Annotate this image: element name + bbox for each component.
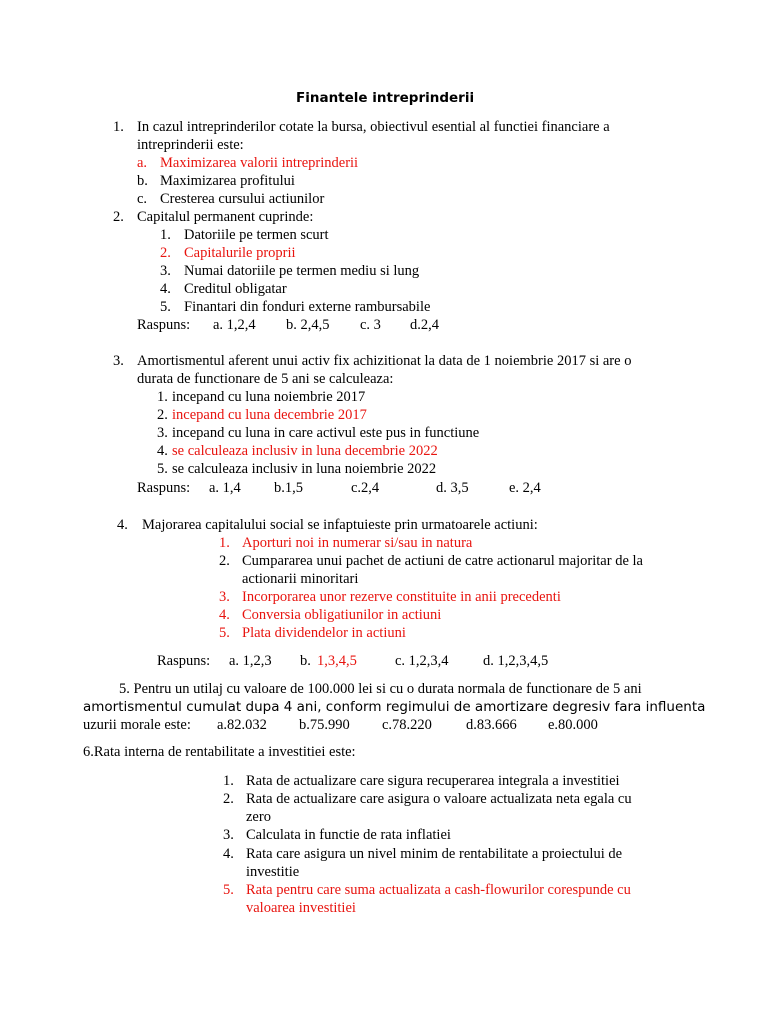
q2-option-3: Numai datoriile pe termen mediu si lung <box>184 263 420 279</box>
page-title: Finantele intreprinderii <box>296 90 475 106</box>
q6-option-3: Calculata in functie de rata inflatiei <box>246 827 451 843</box>
q1-option-c-marker: c. <box>137 191 148 207</box>
q5-answer-b: b.75.990 <box>299 717 350 733</box>
q4-answer-b-marker: b. <box>300 653 311 669</box>
q2-option-5-marker: 5. <box>160 299 171 315</box>
q1-option-b-marker: b. <box>137 173 148 189</box>
q4-answer-label: Raspuns: <box>157 653 211 669</box>
q2-answer-c: c. 3 <box>360 317 381 333</box>
q3-option-1-marker: 1. <box>157 389 168 405</box>
q4-answer-b: 1,3,4,5 <box>317 653 357 669</box>
q6-option-2: Rata de actualizare care asigura o valoare actualizata neta egala cu <box>246 791 632 807</box>
q2-option-2: Capitalurile proprii <box>184 245 296 261</box>
q4-option-2-cont: actionarii minoritari <box>242 571 359 587</box>
q4-answer-c: c. 1,2,3,4 <box>395 653 449 669</box>
q3-option-4: se calculeaza inclusiv in luna decembrie 2022 <box>172 443 438 459</box>
q6-option-5: Rata pentru care suma actualizata a cash-flowurilor corespunde cu <box>246 882 631 898</box>
q4-option-1: Aporturi noi in numerar si/sau in natura <box>242 535 473 551</box>
q6-option-3-marker: 3. <box>223 827 234 843</box>
q5-text-line2: amortismentul cumulat dupa 4 ani, conform regimului de amortizare degresiv fara influenta <box>83 699 706 715</box>
q2-option-2-marker: 2. <box>160 245 171 261</box>
q4-option-3-marker: 3. <box>219 589 230 605</box>
q2-option-4-marker: 4. <box>160 281 171 297</box>
q2-option-1-marker: 1. <box>160 227 171 243</box>
q2-option-5: Finantari din fonduri externe rambursabile <box>184 299 431 315</box>
q2-answer-d: d.2,4 <box>410 317 439 333</box>
q3-number: 3. <box>113 353 124 369</box>
q1-option-a: Maximizarea valorii intreprinderii <box>160 155 359 171</box>
q4-option-2-marker: 2. <box>219 553 230 569</box>
q3-option-5-marker: 5. <box>157 461 168 477</box>
q4-option-2: Cumpararea unui pachet de actiuni de catre actionarul majoritar de la <box>242 553 643 569</box>
q4-option-4-marker: 4. <box>219 607 230 623</box>
q1-option-c: Cresterea cursului actiunilor <box>160 191 325 207</box>
q4-option-5-marker: 5. <box>219 625 230 641</box>
q3-text-line2: durata de functionare de 5 ani se calculeaza: <box>137 371 394 387</box>
q3-answer-c: c.2,4 <box>351 480 380 496</box>
q4-option-3: Incorporarea unor rezerve constituite in anii precedenti <box>242 589 561 605</box>
q6-option-4: Rata care asigura un nivel minim de rentabilitate a proiectului de <box>246 846 623 862</box>
q3-option-3-marker: 3. <box>157 425 168 441</box>
q4-option-4: Conversia obligatiunilor in actiuni <box>242 607 442 623</box>
q1-option-b: Maximizarea profitului <box>160 173 295 189</box>
q2-answer-b: b. 2,4,5 <box>286 317 330 333</box>
q3-answer-e: e. 2,4 <box>509 480 541 496</box>
q6-option-2-cont: zero <box>246 809 271 825</box>
q1-number: 1. <box>113 119 124 135</box>
q4-text: Majorarea capitalului social se infaptuieste prin urmatoarele actiuni: <box>142 517 538 533</box>
q1-option-a-marker: a. <box>137 155 148 171</box>
q1-text-line1: In cazul intreprinderilor cotate la bursa, obiectivul esential al functiei financiare a <box>137 119 610 135</box>
q4-answer-d: d. 1,2,3,4,5 <box>483 653 549 669</box>
q6-option-5-marker: 5. <box>223 882 234 898</box>
q3-option-2-marker: 2. <box>157 407 168 423</box>
q3-answer-label: Raspuns: <box>137 480 191 496</box>
q6-option-4-marker: 4. <box>223 846 234 862</box>
q5-text-line3: uzurii morale este: <box>83 717 191 733</box>
q6-option-5-cont: valoarea investitiei <box>246 900 356 916</box>
q1-text-line2: intreprinderii este: <box>137 137 244 153</box>
q5-answer-a: a.82.032 <box>217 717 267 733</box>
q3-option-3: incepand cu luna in care activul este pus in functiune <box>172 425 480 441</box>
q4-option-1-marker: 1. <box>219 535 230 551</box>
q5-answer-c: c.78.220 <box>382 717 432 733</box>
q2-option-1: Datoriile pe termen scurt <box>184 227 329 243</box>
q4-option-5: Plata dividendelor in actiuni <box>242 625 406 641</box>
q2-answer-a: a. 1,2,4 <box>213 317 256 333</box>
q3-answer-b: b.1,5 <box>274 480 303 496</box>
q2-number: 2. <box>113 209 124 225</box>
q5-answer-d: d.83.666 <box>466 717 517 733</box>
q3-answer-d: d. 3,5 <box>436 480 469 496</box>
q6-text: 6.Rata interna de rentabilitate a investitiei este: <box>83 744 356 760</box>
q3-option-1: incepand cu luna noiembrie 2017 <box>172 389 366 405</box>
q3-option-5: se calculeaza inclusiv in luna noiembrie 2022 <box>172 461 437 477</box>
q3-option-4-marker: 4. <box>157 443 168 459</box>
q6-option-1-marker: 1. <box>223 773 234 789</box>
q6-option-1: Rata de actualizare care sigura recuperarea integrala a investitiei <box>246 773 620 789</box>
q3-text-line1: Amortismentul aferent unui activ fix achizitionat la data de 1 noiembrie 2017 si are o <box>137 353 632 369</box>
q3-answer-a: a. 1,4 <box>209 480 241 496</box>
q2-answer-label: Raspuns: <box>137 317 191 333</box>
q6-option-4-cont: investitie <box>246 864 300 880</box>
q5-text-line1: 5. Pentru un utilaj cu valoare de 100.000 lei si cu o durata normala de functionare de 5 ani <box>119 681 642 697</box>
q4-answer-a: a. 1,2,3 <box>229 653 272 669</box>
q6-option-2-marker: 2. <box>223 791 234 807</box>
q2-text: Capitalul permanent cuprinde: <box>137 209 314 225</box>
q2-option-3-marker: 3. <box>160 263 171 279</box>
q5-answer-e: e.80.000 <box>548 717 598 733</box>
q2-option-4: Creditul obligatar <box>184 281 287 297</box>
q3-option-2: incepand cu luna decembrie 2017 <box>172 407 367 423</box>
q4-number: 4. <box>117 517 128 533</box>
